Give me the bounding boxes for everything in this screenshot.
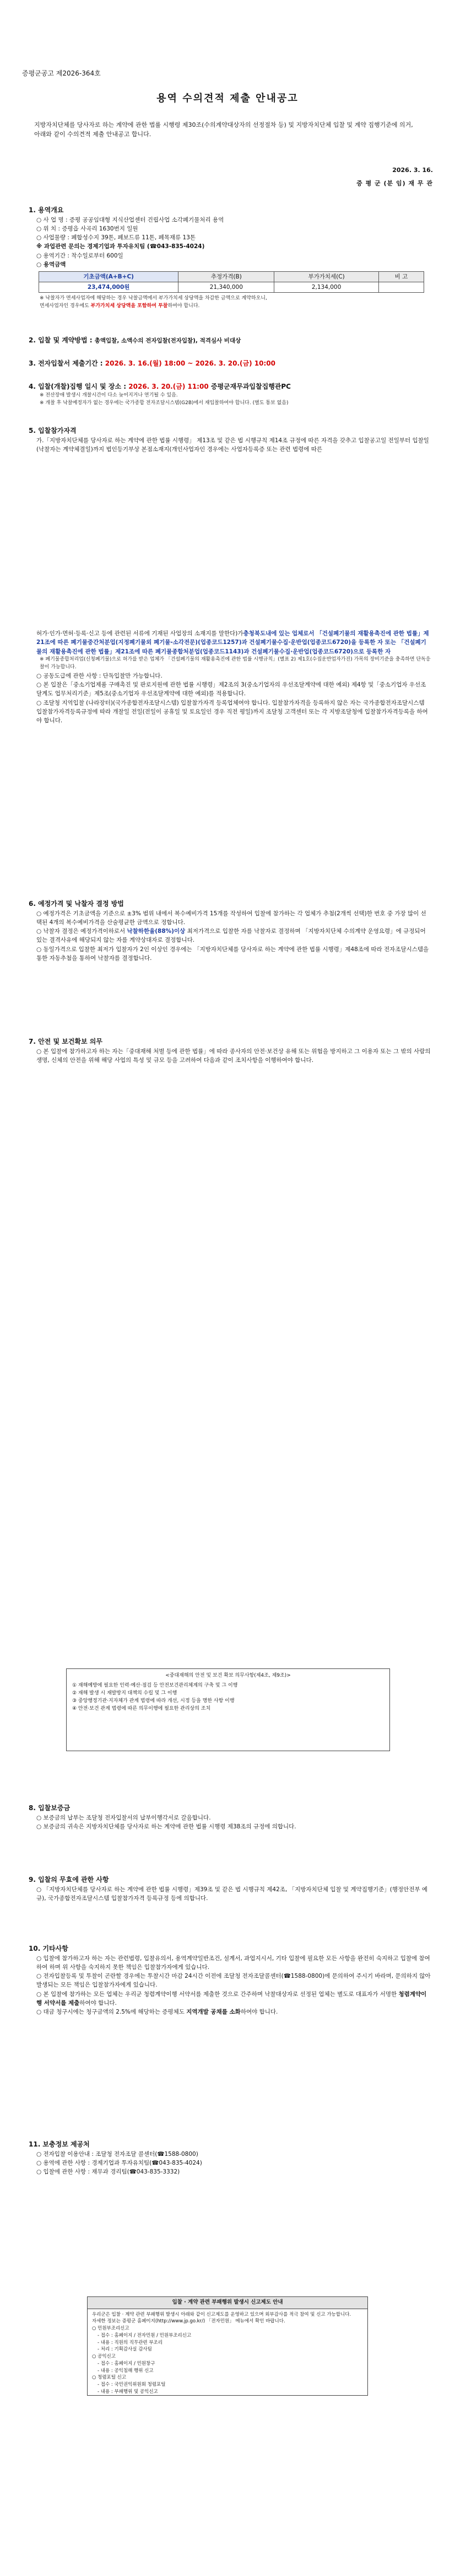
box-item: ③ 중앙행정기관·지자체가 관계 법령에 따라 개선, 시정 등을 명한 사항 이행 (72, 1698, 235, 1704)
qualification-para-2 (36, 629, 431, 656)
report-group-item: - 접수 : 홈페이지 / 민원창구 (98, 2360, 155, 2366)
project-period: ○ 용역기간 : 착수일로부터 600일 (36, 252, 123, 259)
section-title: 9. 입찰의 무효에 관한 사항 (29, 1876, 109, 1883)
box-item: ④ 안전·보건 관계 법령에 따른 의무이행에 필요한 관리상의 조치 (72, 1705, 211, 1711)
issuer: 증 평 군 (분 임) 재 무 관 (356, 180, 433, 187)
section-title (29, 382, 431, 392)
section-title: 5. 입찰참가자격 (29, 427, 77, 434)
title-highlight: 2026. 3. 20.(금) 11:00 (128, 383, 209, 390)
contact-line (36, 242, 431, 251)
table-cell: 21,340,000 (178, 282, 274, 293)
project-quantity: ○ 사업물량 : 폐합성수지 39톤, 폐보드류 11톤, 폐목재류 13톤 (36, 234, 196, 242)
joint-contract: ○ 공동도급에 관한 사항 : 단독입찰만 가능합니다. (36, 672, 162, 679)
title-text: 증평군재무과입찰집행관PC (208, 383, 291, 390)
corruption-report-box (87, 2296, 368, 2396)
budget-label: ○ 용역금액 (36, 261, 66, 268)
table-header: 부가가치세(C) (274, 272, 378, 282)
opening-note: ※ 개찰 후 낙찰예정자가 없는 경우에는 국가종합 전자조달시스템(G2B)에서 재입찰하여야 합니다. (별도 통보 없음) (40, 400, 289, 406)
contact-phone: (☎043-835-4024) (147, 243, 205, 250)
notice-date: 2026. 3. 16. (392, 167, 433, 174)
para-text: 하여야 합니다. (240, 2009, 278, 2016)
section-safety (29, 1037, 431, 1065)
table-cell: 2,134,000 (274, 282, 378, 293)
report-site: 자세한 정보는 증평군 홈페이지(http://www.jp.go.kr/) 「전자민원」 메뉴에서 확인 바랍니다. (92, 2319, 285, 2325)
report-group-item: - 접수 : 홈페이지 / 전자민원 / 민원부조리신고 (98, 2332, 192, 2338)
table-cell (378, 282, 424, 293)
section-overview (29, 205, 431, 310)
section-deposit (29, 1803, 431, 1831)
report-group-item: - 처리 : 기획감사실 감사팀 (98, 2347, 152, 2353)
section-title: 11. 보충정보 제공처 (29, 2140, 90, 2148)
safety-para: ○ 본 입찰에 참가하고자 하는 자는「중대재해 처벌 등에 관한 법률」에 따라 종사자의 안전·보건상 유해 또는 위험을 방지하고 그 이용자 또는 그 밖의 사람의 생명, 신체의 안전을 위해 해당 사업의 특성 및 규모 등을 고려하여 다음과 같이 조치사항을 이행하여야 합니다. (36, 1048, 431, 1064)
contact-item: ○ 전자입찰 이용안내 : 조달청 전자조달 콜센터(☎1588-0800) (36, 2150, 198, 2158)
section-method (29, 335, 431, 346)
title-detail: 총액입찰, 소액수의 전자입찰(전자입찰), 적격심사 비대상 (94, 337, 241, 344)
notice-intro: 지방자치단체를 당사자로 하는 계약에 관한 법률 시행령 제30조(수의계약대상자의 선정절차 등) 및 지방자치단체 입찰 및 계약 집행기준에 의거, 아래와 같이 수의견적 제출 안내공고 합니다. (34, 121, 413, 138)
table-header: 기초금액(A+B+C) (39, 272, 178, 282)
report-group-item: - 내용 : 부패행위 및 공익신고 (98, 2389, 158, 2395)
para-bold: 청렴계약이행 서약서를 제출 (36, 1990, 427, 2006)
report-group-title: ○ 공익신고 (92, 2354, 116, 2360)
misc-para (36, 1990, 431, 2008)
region-highlight: 충청북도 (243, 630, 266, 637)
note-highlight: 부가가치세 상당액을 포함하여 투찰 (90, 303, 168, 309)
title-text: 2. 입찰 및 계약방법 : (29, 336, 95, 344)
box-title: <중대재해의 안전 및 보건 확보 의무사항(제4조, 제9조)> (165, 1673, 291, 1678)
cost-table (39, 271, 424, 293)
sme-exception: ○ 본 입찰은「중소기업제품 구매촉진 및 판로지원에 관한 법률 시행령」제2조의 3(중소기업자의 우선조달계약에 대한 예외) 제4항 및「중소기업자 우선조달계도 업무처리기준」제5조(중소기업자 우선조달계약에 대한 예외)를 적용합니다. (36, 681, 426, 697)
qualification-para: 가.「지방자치단체를 당사자로 하는 계약에 관한 법률 시행령」 제13조 및 같은 법 시행규칙 제14조 규정에 따른 자격을 갖추고 입찰공고일 전일부터 입찰일(낙찰자는 계약체결일)까지 법인등기부상 본점소재지(개인사업자인 경우에는 사업자등록증 또는 관련 법령에 따른 (36, 437, 429, 453)
note-text: 하여야 합니다. (167, 303, 200, 309)
contact-item: ○ 입찰에 관한 사항 : 재무과 경리팀(☎043-835-3332) (36, 2169, 180, 2176)
para-bold: 지역개발 공채를 소화 (186, 2009, 241, 2016)
para-text: 내에 있는 업체로서 「건설폐기물의 재활용촉진에 관한 법률」제21조에 따른 폐기물중간처분업(지정폐기물외 폐기물-소각전문)(업종코드1257)과 건설폐기물수집·운반업(업종코드6720)을 등록한 자 또는 「건설폐기물의 재활용촉진에 관한 법률」제21조에 따른 폐기물종합처분업(업종코드1143)과 건설폐기물수집·운반업(업종코드6720)으로 등록한 자 (36, 630, 429, 655)
invalid-para: ○ 「지방자치단체를 당사자로 하는 계약에 관한 법률 시행령」제39조 및 같은 법 시행규칙 제42조, 「지방자치단체 입찰 및 계약집행기준」(행정안전부 예규), 국가종합전자조달시스템 입찰참가자격 등록규정 등에 의합니다. (36, 1886, 428, 1902)
report-body (88, 2309, 367, 2398)
report-group-title: ○ 민원부조리신고 (92, 2326, 129, 2332)
report-group-item: - 접수 : 국민권익위원회 청렴포털 (98, 2382, 166, 2388)
table-note: ※ 낙찰자가 면세사업자에 해당하는 경우 낙찰금액에서 부가가치세 상당액을 차감한 금액으로 계약하오니, (40, 296, 267, 302)
misc-para: ○ 입찰에 참가하고자 하는 자는 관련법령, 입찰유의서, 용역계약일반조건, 설계서, 과업지시서, 기타 입찰에 필요한 모든 사항을 완전히 숙지하고 입찰에 참여하여 하며 위 사항을 숙지하지 못한 책임은 입찰참가자에게 있습니다. (36, 1955, 430, 1971)
section-title (29, 358, 431, 369)
section-title (29, 335, 431, 346)
report-group-item: - 내용 : 직원의 직무관련 부조리 (98, 2339, 162, 2346)
section-contacts (29, 2139, 431, 2176)
section-title: 8. 입찰보증금 (29, 1804, 71, 1812)
misc-para: ○ 전자입찰등록 및 투찰이 곤란할 경우에는 투찰시간 마감 24시간 이전에 조달청 전자조달콜센터(☎1588-0800)에 문의하여 주시기 바라며, 문의하지 않아 발생되는 모든 책임은 입찰참가자에게 있습니다. (36, 1973, 431, 1989)
para-text: ○ 본 입찰에 참가하는 모든 업체는 우리군 청렴계약이행 서약서를 제출한 것으로 간주하며 낙찰대상자로 선정된 업체는 별도로 대표자가 서명한 (36, 1990, 399, 1998)
section-invalid (29, 1875, 431, 1903)
note-text: 면세사업자인 경우에도 (40, 303, 91, 309)
document-number: 증평군공고 제2026-364호 (22, 69, 101, 77)
misc-para (36, 2008, 431, 2016)
qualification-note: ※ 폐기물종합처리업(신청폐기물)으로 허가를 받은 업체가 「건설폐기물의 재활용촉진에 관한 법률 시행규칙」(별표 2) 제1호(수집운반업자가진) 가목의 장비기준을 충족하면 단독응찰이 가능합니다. (40, 656, 431, 670)
project-name: ○ 사 업 명 : 증평 공공임대형 지식산업센터 건립사업 소각폐기물처리 용역 (36, 216, 224, 223)
safety-duty-box (66, 1668, 390, 1751)
table-header: 추정가격(B) (178, 272, 274, 282)
deposit-para: ○ 보증금의 납부는 조달청 전자입찰서의 납부이행각서로 갈음합니다. (36, 1814, 211, 1821)
para-text: 허가·인가·면허·등록·신고 등에 관련된 서류에 기재된 사업장의 소재지를 말한다)가 (36, 630, 243, 637)
section-title: 6. 예정가격 및 낙찰자 결정 방법 (29, 900, 124, 908)
report-intro: 우리군은 입찰 · 계약 관련 부패행위 발생시 아래와 같이 신고제도를 운영하고 있으며 외부감사를 적극 참여 및 신고 가능합니다. (92, 2311, 351, 2317)
box-item: ① 재해예방에 필요한 인력·예산·점검 등 안전보건관리체계의 구축 및 그 이행 (72, 1682, 238, 1688)
table-cell: 23,474,000원 (39, 282, 178, 293)
tie-method: ○ 동일가격으로 입찰한 최저가 입찰자가 2인 이상인 경우에는 「지방자치단체를 당사자로 하는 계약에 관한 법률 시행령」제48조에 따라 전자조달시스템을 통한 자동추첨을 통하여 낙찰자를 결정합니다. (36, 946, 429, 962)
estimate-method: ○ 예정가격은 기초금액을 기준으로 ±3% 범위 내에서 복수예비가격 15개를 작성하여 입찰에 참가하는 각 업체가 추첨(2개씩 선택)한 번호 중 가장 많이 선택된 4개의 복수예비가격을 산술평균한 금액으로 정합니다. (36, 910, 426, 926)
project-location: ○ 위 치 : 증평읍 사곡리 1630번지 일원 (36, 225, 138, 232)
title-detail: 2026. 3. 16.(월) 18:00 ~ 2026. 3. 20.(금) 10:00 (105, 359, 275, 367)
blank-area (29, 454, 431, 629)
para-text: ○ 낙찰자 결정은 예정가격이하로서 (36, 928, 127, 935)
para-text: 최저가격으로 입찰한 자를 낙찰자로 결정하며 「지방자치단체 수의계약 운영요령」에 규정되어 있는 결격사유에 해당되지 않는 자를 계약상대자로 결정합니다. (36, 928, 426, 944)
registration-req: ○ 조달청 지역입찰 (나라장터)(국가종합전자조달시스템) 입찰참가자격 등록업체여야 합니다. 입찰참가자격을 등록하지 않은 자는 국가종합전자조달시스템 입찰참가자격등록규정에 따라 개찰일 전일(전일이 공휴일 및 토요일인 경우 직전 평일)까지 조달청 고객센터 또는 각 지방조달청에 입찰참가자격등록을 하여야 합니다. (36, 699, 428, 724)
rate-highlight: 낙찰하한율(88%)이상 (127, 928, 186, 935)
section-qualification (29, 426, 431, 725)
contact-item: ○ 용역에 관한 사항 : 경제기업과 투자유치팀(☎043-835-4024) (36, 2159, 202, 2166)
table-header: 비 고 (378, 272, 424, 282)
para-text: 하여야 합니다. (79, 1999, 117, 2006)
section-title: 10. 기타사항 (29, 1945, 68, 1952)
notice-title: 용역 수의견적 제출 안내공고 (156, 93, 299, 104)
section-misc (29, 1944, 431, 2016)
report-group-item: - 내용 : 공익침해 행위 신고 (98, 2368, 154, 2374)
deposit-para: ○ 보증금의 귀속은 지방자치단체를 당사자로 하는 계약에 관한 법률 시행령 제38조의 규정에 의합니다. (36, 1823, 296, 1830)
title-text: 3. 전자입찰서 제출기간 : (29, 359, 105, 367)
section-title: 7. 안전 및 보건확보 의무 (29, 1038, 102, 1045)
section-opening (29, 382, 431, 407)
report-group-title: ○ 청렴포털 신고 (92, 2375, 127, 2381)
para-text: ○ 대금 청구시에는 청구금액의 2.5%에 해당하는 증평체도 (36, 2009, 187, 2016)
title-text: 4. 입찰(개찰)집행 일시 및 장소 : (29, 383, 129, 390)
section-title: 1. 용역개요 (29, 206, 64, 214)
box-item: ② 재해 발생 시 재발방지 대책의 수립 및 그 이행 (72, 1690, 177, 1696)
section-award (29, 899, 431, 963)
opening-note: ※ 전산장애 발생시 개찰시간이 다소 늦어지거나 연기될 수 있음. (40, 392, 178, 398)
report-title: 입찰 · 계약 관련 부패행위 발생시 신고제도 안내 (88, 2297, 367, 2309)
award-method (36, 927, 431, 945)
section-submission (29, 358, 431, 369)
table-note-2 (40, 303, 431, 310)
contact-label: ※ 과업관련 문의는 경제기업과 투자유치팀 (36, 243, 145, 250)
